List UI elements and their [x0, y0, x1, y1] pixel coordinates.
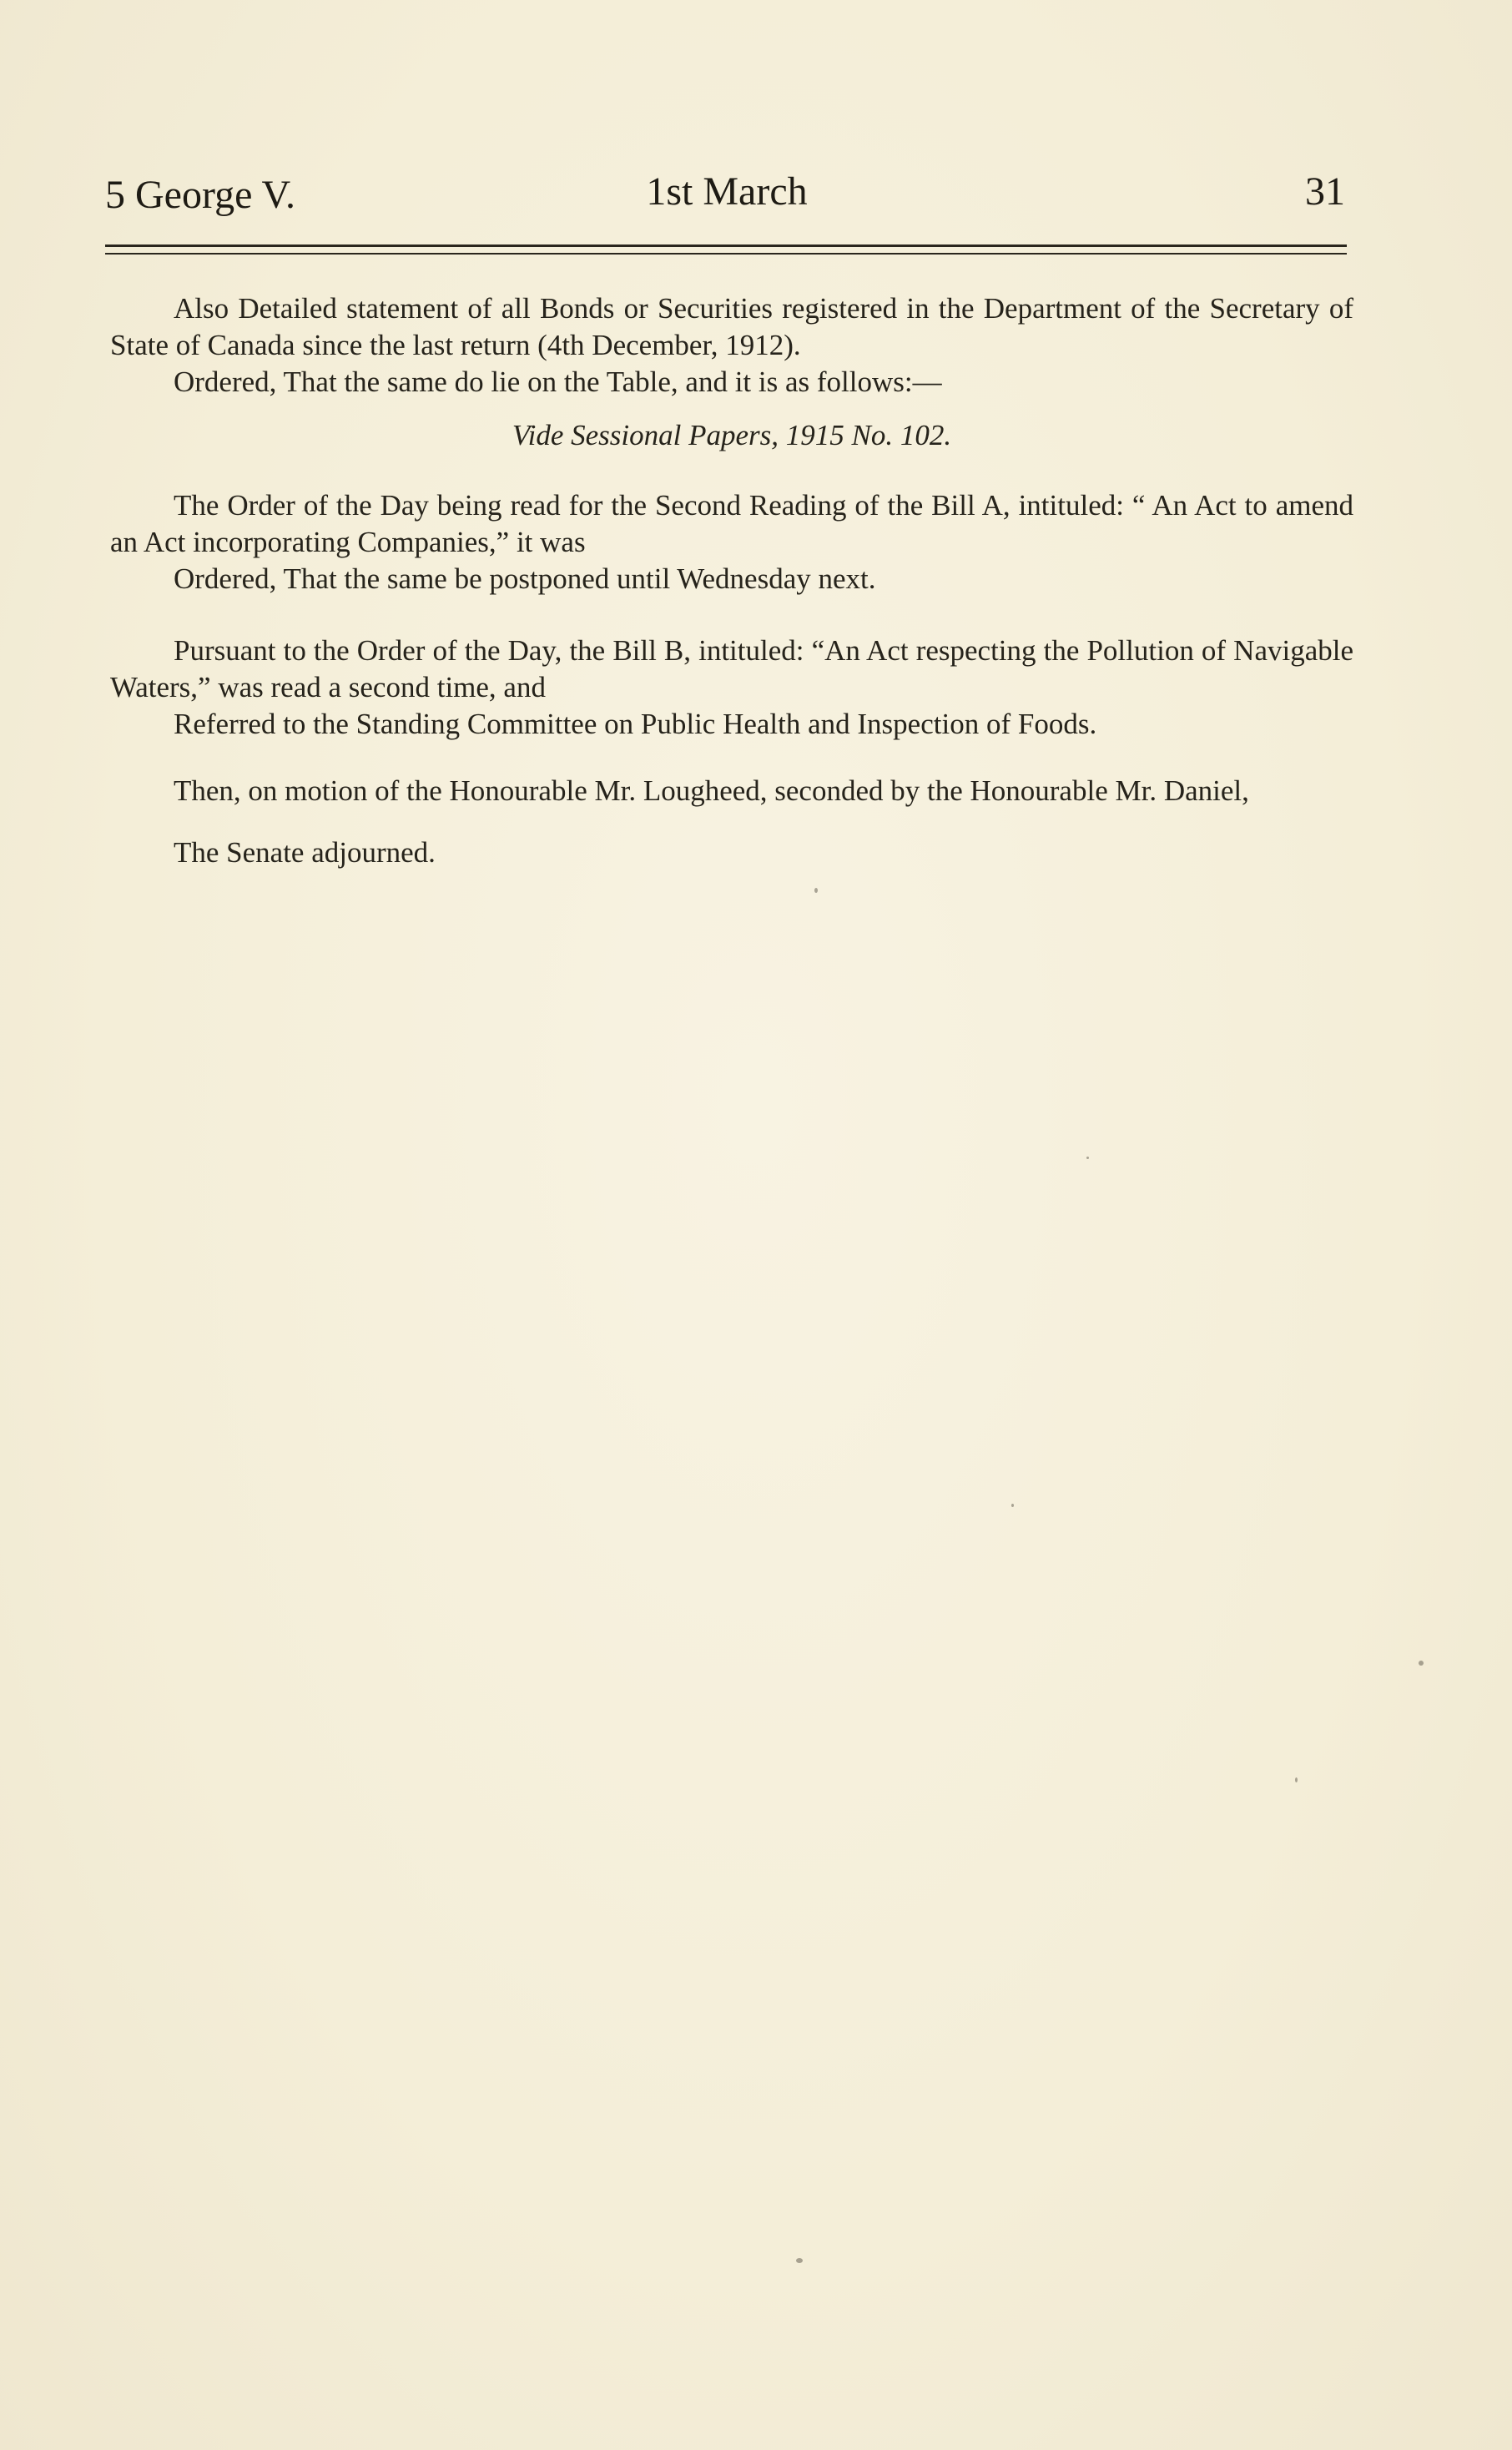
paragraph-second-reading-bill-a: The Order of the Day being read for the Second Reading of the Bill A, intituled: “ An Act to amend an Act incorporating Companies,” it was [110, 489, 1353, 558]
header-date: 1st March [646, 169, 808, 214]
page-number: 31 [1305, 169, 1345, 214]
paper-speck [796, 2258, 803, 2263]
paper-speck [1295, 1777, 1298, 1782]
paper-speck [1419, 1661, 1424, 1666]
header-regnal-year: 5 George V. [105, 173, 295, 217]
document-body [110, 290, 1353, 871]
paragraph-ordered-postponed: Ordered, That the same be postponed until Wednesday next. [174, 562, 876, 595]
sessional-papers-reference: Vide Sessional Papers, 1915 No. 102. [512, 419, 952, 451]
paragraph-motion: Then, on motion of the Honourable Mr. Lougheed, seconded by the Honourable Mr. Daniel, [174, 774, 1249, 807]
page-header [105, 167, 1348, 225]
header-rule-bottom [105, 253, 1347, 255]
paper-speck [814, 888, 818, 893]
paper-speck [1011, 1504, 1014, 1507]
paragraph-ordered-table: Ordered, That the same do lie on the Table, and it is as follows:— [174, 365, 942, 398]
paper-speck [1086, 1157, 1089, 1159]
paragraph-adjourned: The Senate adjourned. [174, 836, 436, 869]
paragraph-bill-b: Pursuant to the Order of the Day, the Bill B, intituled: “An Act respecting the Pollution of Navigable Waters,” was read a second time, and [110, 634, 1353, 703]
paragraph-bonds-statement: Also Detailed statement of all Bonds or Securities registered in the Department of the Secretary of State of Canada since the last return (4th December, 1912). [110, 292, 1353, 361]
header-rule-top [105, 244, 1347, 247]
paragraph-referred-committee: Referred to the Standing Committee on Public Health and Inspection of Foods. [174, 708, 1097, 740]
